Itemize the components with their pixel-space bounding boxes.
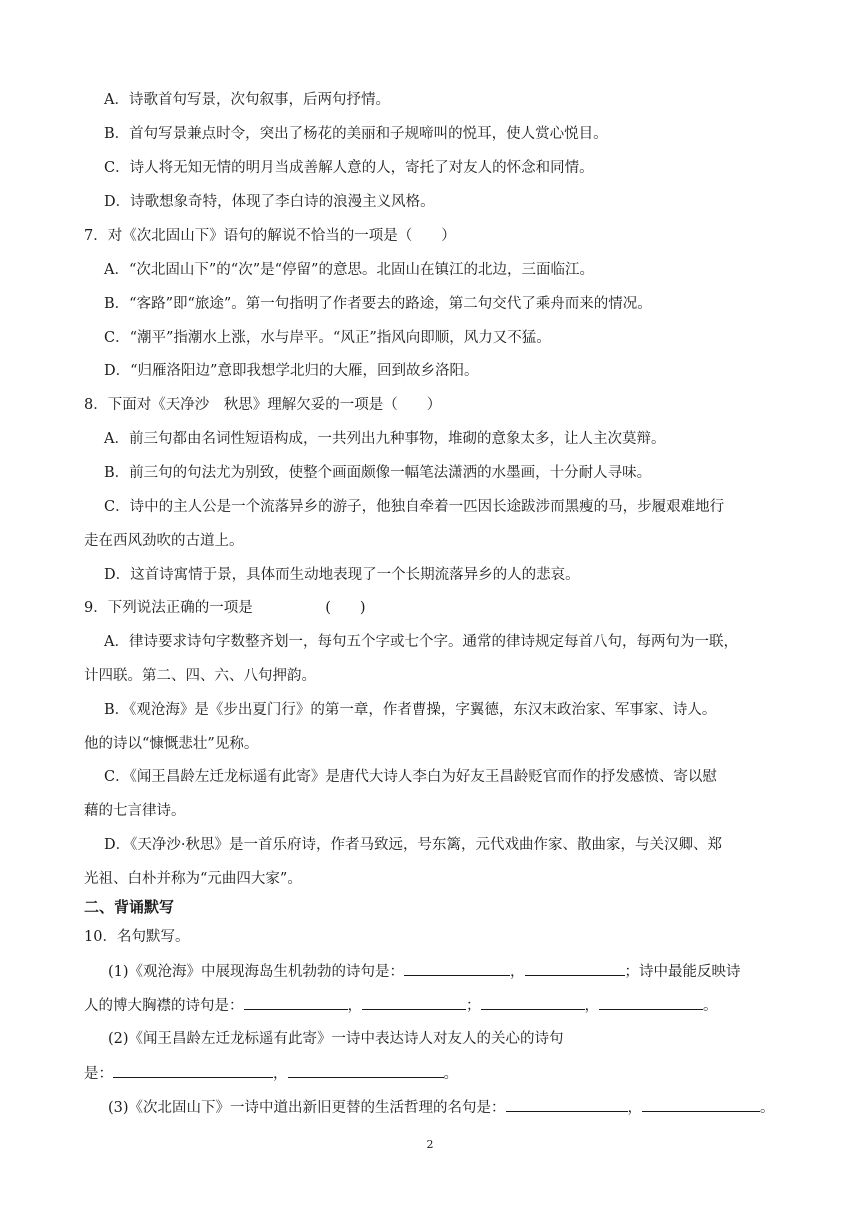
q7-option-d: D．“归雁洛阳边”意即我想学北归的大雁，回到故乡洛阳。 xyxy=(104,363,479,379)
q9-option-d-line2: 光祖、白朴并称为“元曲四大家”。 xyxy=(84,871,302,887)
punct: 。 xyxy=(443,1066,458,1082)
q9-option-b-line2: 他的诗以“慷慨悲壮”见称。 xyxy=(84,736,259,752)
q10-part3-line1 xyxy=(108,1097,775,1118)
q10-part2-prompt: 是： xyxy=(84,1066,113,1082)
answer-blank[interactable] xyxy=(362,995,466,1010)
q10-part1-prompt: (1)《观沧海》中展现海岛生机勃勃的诗句是： xyxy=(108,964,405,980)
q8-stem: 8．下面对《天净沙 秋思》理解欠妥的一项是（ ） xyxy=(84,397,442,413)
q10-part2-line2 xyxy=(84,1063,458,1084)
answer-blank[interactable] xyxy=(481,995,585,1010)
q8-option-d: D．这首诗寓情于景，具体而生动地表现了一个长期流落异乡的人的悲哀。 xyxy=(104,567,580,583)
answer-blank[interactable] xyxy=(525,961,625,976)
section-heading: 二、背诵默写 xyxy=(84,898,175,916)
q10-part1-continue: 诗中最能反映诗 xyxy=(639,964,741,980)
q10-stem: 10．名句默写。 xyxy=(84,929,190,945)
punct: 。 xyxy=(703,998,718,1014)
q10-part2-line1: (2)《闻王昌龄左迁龙标遥有此寄》一诗中表达诗人对友人的关心的诗句 xyxy=(108,1031,564,1047)
q8-option-b: B．前三句的句法尤为别致，使整个画面颇像一幅笔法潇洒的水墨画，十分耐人寻味。 xyxy=(104,465,652,481)
q6-option-b: B．首句写景兼点时令，突出了杨花的美丽和子规啼叫的悦耳，使人赏心悦目。 xyxy=(104,126,608,142)
punct: 。 xyxy=(760,1100,775,1116)
answer-blank[interactable] xyxy=(113,1063,273,1078)
q7-stem: 7．对《次北固山下》语句的解说不恰当的一项是（ ） xyxy=(84,228,456,244)
answer-blank[interactable] xyxy=(599,995,703,1010)
q8-option-c-line1: C．诗中的主人公是一个流落异乡的游子，他独自牵着一匹因长途跋涉而黑瘦的马，步履艰难地行 xyxy=(104,499,725,515)
punct: ， xyxy=(627,1100,643,1116)
answer-blank[interactable] xyxy=(244,995,348,1010)
punct: ， xyxy=(273,1066,288,1082)
q9-option-c-line1: C．《闻王昌龄左迁龙标遥有此寄》是唐代大诗人李白为好友王昌龄贬官而作的抒发感愤、寄以慰 xyxy=(104,769,717,785)
answer-blank[interactable] xyxy=(288,1063,444,1078)
answer-blank[interactable] xyxy=(642,1097,760,1112)
q6-option-d: D．诗歌想象奇特，体现了李白诗的浪漫主义风格。 xyxy=(104,194,435,210)
q10-part3-prompt: (3)《次北固山下》一诗中道出新旧更替的生活哲理的名句是： xyxy=(108,1100,506,1116)
answer-blank[interactable] xyxy=(506,1097,628,1112)
q9-option-a-line1: A．律诗要求诗句字数整齐划一，每句五个字或七个字。通常的律诗规定每首八句，每两句为一联， xyxy=(104,634,738,650)
q9-option-a-line2: 计四联。第二、四、六、八句押韵。 xyxy=(84,668,316,684)
q9-option-d-line1: D．《天净沙·秋思》是一首乐府诗，作者马致远，号东篱，元代戏曲作家、散曲家，与关汉卿、郑 xyxy=(104,837,722,853)
punct: ， xyxy=(347,998,362,1014)
q7-option-c: C．“潮平”指潮水上涨，水与岸平。“风正”指风向即顺，风力又不猛。 xyxy=(104,330,551,346)
q9-option-b-line1: B．《观沧海》是《步出夏门行》的第一章，作者曹操，字翼德，东汉末政治家、军事家、诗人。 xyxy=(104,702,717,718)
q8-option-c-line2: 走在西风劲吹的古道上。 xyxy=(84,533,244,549)
q9-option-c-line2: 藉的七言律诗。 xyxy=(84,803,186,819)
page-number: 2 xyxy=(426,1138,434,1151)
q9-stem: 9．下列说法正确的一项是 ( ) xyxy=(84,600,366,616)
punct: ， xyxy=(584,998,599,1014)
q10-part1-line1 xyxy=(108,961,741,982)
q10-part1-line2 xyxy=(84,995,718,1016)
q6-option-a: A．诗歌首句写景，次句叙事，后两句抒情。 xyxy=(104,92,390,108)
q7-option-b: B．“客路”即“旅途”。第一句指明了作者要去的路途，第二句交代了乘舟而来的情况。 xyxy=(104,296,652,312)
punct: ， xyxy=(510,964,525,980)
q10-part1-prompt2: 人的博大胸襟的诗句是： xyxy=(84,998,244,1014)
punct: ； xyxy=(624,964,640,980)
q6-option-c: C．诗人将无知无情的明月当成善解人意的人，寄托了对友人的怀念和同情。 xyxy=(104,160,594,176)
answer-blank[interactable] xyxy=(404,961,510,976)
q7-option-a: A．“次北固山下”的“次”是“停留”的意思。北固山在镇江的北边，三面临江。 xyxy=(104,262,594,278)
punct: ； xyxy=(466,998,481,1014)
q8-option-a: A．前三句都由名词性短语构成，一共列出九种事物，堆砌的意象太多，让人主次莫辩。 xyxy=(104,431,666,447)
